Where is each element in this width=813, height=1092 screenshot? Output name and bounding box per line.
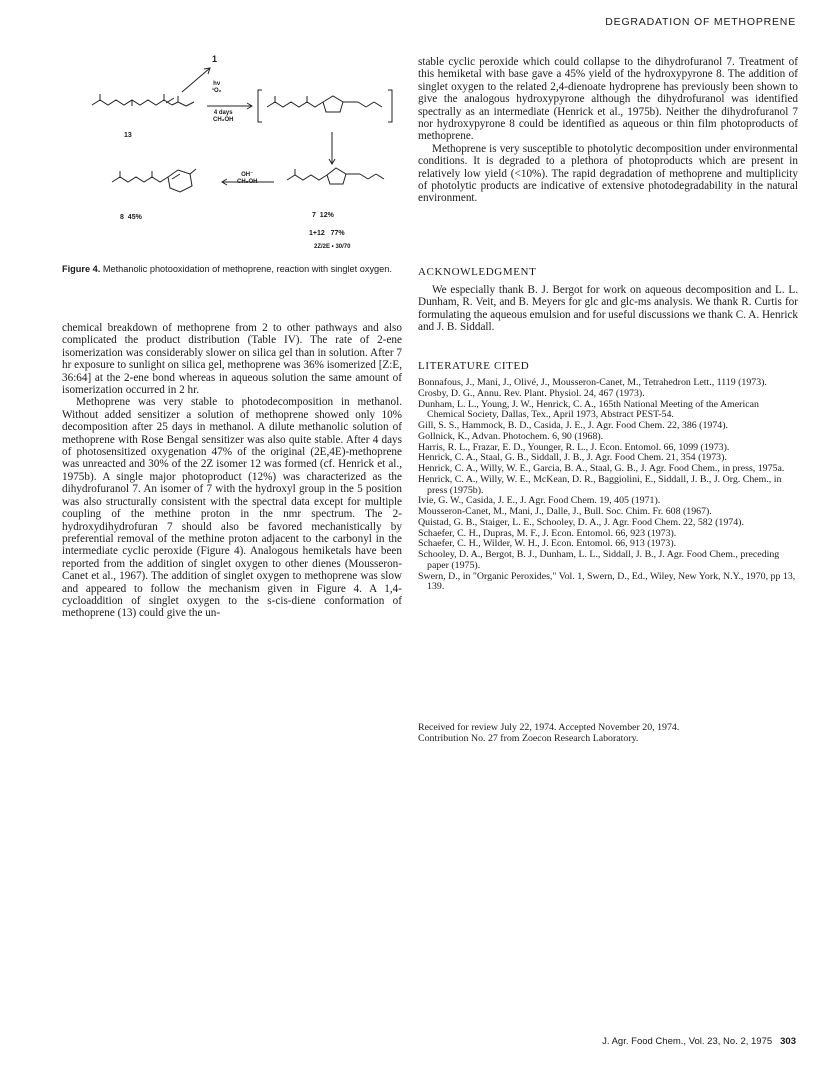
figure-caption (62, 264, 392, 275)
paragraph: stable cyclic peroxide which could collapse to the dihydrofuranol 7. Treatment of this hemiketal with base gave a 45% yield of the hydroxypyrone 8. The addition of singlet oxygen to the related 2,4-dienoate hydroprene has previously been shown to give the analogous hydroxypyrone although the dihydrofuranol was identified spectrally as an intermediate (Henrick et al., 1975b). Neither the dihydrofuranol 7 nor hydroxypyrone 8 could be identified as aqueous or thin film photoproducts of methoprene. (418, 56, 798, 143)
isomer-ratio-label: 2Z/2E • 30/70 (314, 244, 351, 250)
compound-7-yield: 12% (319, 212, 334, 219)
compound-8-yield: 45% (127, 214, 142, 221)
compound-13-label: 13 (124, 132, 132, 139)
base-solvent: CH₃OH (237, 179, 258, 185)
reference-item: Bonnafous, J., Mani, J., Olivé, J., Mousseron-Canet, M., Tetrahedron Lett., 1119 (1973). (418, 377, 767, 388)
figure-4-scheme (62, 52, 402, 282)
reference-list (418, 378, 798, 593)
reference-item: Schooley, D. A., Bergot, B. J., Dunham, L. L., Siddall, J. B., J. Agr. Food Chem., preceding paper (1975). (418, 549, 780, 571)
reference-item: Henrick, C. A., Willy, W. E., Garcia, B. A., Staal, G. B., J. Agr. Food Chem., in press, 1975a. (418, 463, 785, 474)
reagent-hv: hν (213, 81, 221, 87)
paragraph: Methoprene is very susceptible to photolytic decomposition under environmental conditions. It is degraded to a plethora of photoproducts which are present in relatively low yield (<10%). The rapid degradation of methoprene and multiplicity of photolytic products are indicative of extensive photodegradability in the natural environment. (418, 142, 798, 205)
reference-item: Quistad, G. B., Staiger, L. E., Schooley, D. A., J. Agr. Food Chem. 22, 582 (1974). (418, 516, 744, 528)
received-dates: Received for review July 22, 1974. Accepted November 20, 1974. (418, 722, 680, 733)
reference-item: Henrick, C. A., Staal, G. B., Siddall, J. B., J. Agr. Food Chem. 21, 354 (1973). (418, 452, 727, 464)
compound-7-label (312, 212, 334, 219)
paragraph: Methoprene was very stable to photodecomposition in methanol. Without added sensitizer a solution of methoprene showed only 10% decomposition after 25 days in methanol. A dilute methanolic solution of methoprene with Rose Bengal sensitizer was also quite stable. After 4 days of photosensitized oxygenation 47% of the original (2E,4E)-methoprene was unreacted and 30% of the 2Z isomer 12 was formed (cf. Henrick et al., 1975b). A single major photoproduct (12%) was characterized as the dihydrofuranol 7. An isomer of 7 with the hydroxyl group in the 5 position was also structurally consistent with the spectral data except for multiple coupling of the methine proton in the nmr spectrum. The 2-hydroxydihydrofuran 7 should also be favored mechanistically by preferential removal of the methine proton adjacent to the carbonyl in the intermediate cyclic peroxide (Figure 4). Analogous hemiketals have been reported from the addition of singlet oxygen to other dienes (Mousseron-Canet et al., 1967). The addition of singlet oxygen to methoprene was slow and appeared to follow the mechanism given in Figure 4. A 1,4-cycloaddition of singlet oxygen to the s-cis-diene conformation of methoprene (13) could give the un- (62, 396, 402, 620)
mixture-yield: 77% (330, 230, 345, 237)
reference-item: Gill, S. S., Hammock, B. D., Casida, J. E., J. Agr. Food Chem. 22, 386 (1974). (418, 420, 728, 431)
compound-8-number: 8 (120, 214, 124, 221)
acknowledgment-paragraph: We especially thank B. J. Bergot for work on aqueous decomposition and L. L. Dunham, R. Veit, and B. Meyers for glc and glc-ms analysis. We thank R. Curtis for formulating the aqueous emulsion and for useful discussions we thank C. A. Henrick and J. B. Siddall. (418, 284, 798, 334)
acknowledgment-text (418, 284, 798, 334)
compound-7-number: 7 (312, 212, 316, 219)
reference-item: Crosby, D. G., Annu. Rev. Plant. Physiol. 24, 467 (1973). (418, 387, 645, 399)
figure-caption-label: Figure 4. (62, 264, 101, 274)
condition-days: 4 days (213, 110, 233, 116)
right-column-text (418, 56, 798, 205)
received-note (418, 722, 798, 744)
mixture-label (309, 230, 345, 237)
page-footer (470, 1036, 796, 1047)
base-reagent: OH⁻ (241, 172, 254, 178)
reference-item: Schaefer, C. H., Wilder, W. H., J. Econ. Entomol. 66, 913 (1973). (418, 538, 677, 550)
condition-solvent: CH₃OH (213, 117, 234, 123)
mixture-compounds: 1+12 (309, 230, 325, 237)
figure-caption-text: Methanolic photooxidation of methoprene, reaction with singlet oxygen. (100, 264, 392, 274)
reference-item: Schaefer, C. H., Dupras, M. F., J. Econ. Entomol. 66, 923 (1973). (418, 527, 677, 539)
reference-item: Dunham, L. L., Young, J. W., Henrick, C. A., 165th National Meeting of the American Chemical Society, Dallas, Tex., April 1973, Abstract PEST-54. (418, 398, 759, 421)
journal-citation: J. Agr. Food Chem., Vol. 23, No. 2, 1975 (602, 1036, 773, 1047)
compound-8-label (120, 214, 142, 221)
base-label (237, 172, 257, 186)
page-number: 303 (780, 1036, 796, 1047)
reference-item: Henrick, C. A., Willy, W. E., McKean, D. R., Baggiolini, E., Siddall, J. B., J. Org. Chem., in press (1975b). (418, 473, 782, 496)
running-head: DEGRADATION OF METHOPRENE (605, 16, 796, 28)
paragraph: chemical breakdown of methoprene from 2 to other pathways and also complicated the product distribution (Table IV). The rate of 2-ene isomerization was considerably slower on silica gel than in solution. After 7 hr exposure to sunlight on silica gel, methoprene was 36% isomerized [Z:E, 36:64] at the 2-ene bond whereas in aqueous solution the same amount of isomerization occurred in 2 hr. (62, 322, 402, 397)
reference-item: Mousseron-Canet, M., Mani, J., Dalle, J., Bull. Soc. Chim. Fr. 608 (1967). (418, 506, 712, 517)
contribution-number: Contribution No. 27 from Zoecon Research Laboratory. (418, 733, 639, 744)
literature-cited-heading: LITERATURE CITED (418, 360, 530, 372)
reagent-label (212, 81, 221, 95)
reagent-singlet-oxygen: ¹O₂ (212, 88, 222, 94)
reference-item: Swern, D., in "Organic Peroxides," Vol. 1, Swern, D., Ed., Wiley, New York, N.Y., 1970, pp 13, 139. (418, 570, 796, 593)
compound-1-label: 1 (212, 54, 218, 64)
condition-label (213, 110, 233, 124)
reference-item: Ivie, G. W., Casida, J. E., J. Agr. Food Chem. 19, 405 (1971). (418, 495, 661, 507)
reaction-scheme-drawing (62, 52, 402, 262)
left-column-text (62, 322, 402, 620)
reference-item: Gollnick, K., Advan. Photochem. 6, 90 (1968). (418, 430, 604, 442)
reference-item: Harris, R. L., Frazar, E. D., Younger, R. L., J. Econ. Entomol. 66, 1099 (1973). (418, 441, 730, 453)
acknowledgment-heading: ACKNOWLEDGMENT (418, 266, 537, 278)
